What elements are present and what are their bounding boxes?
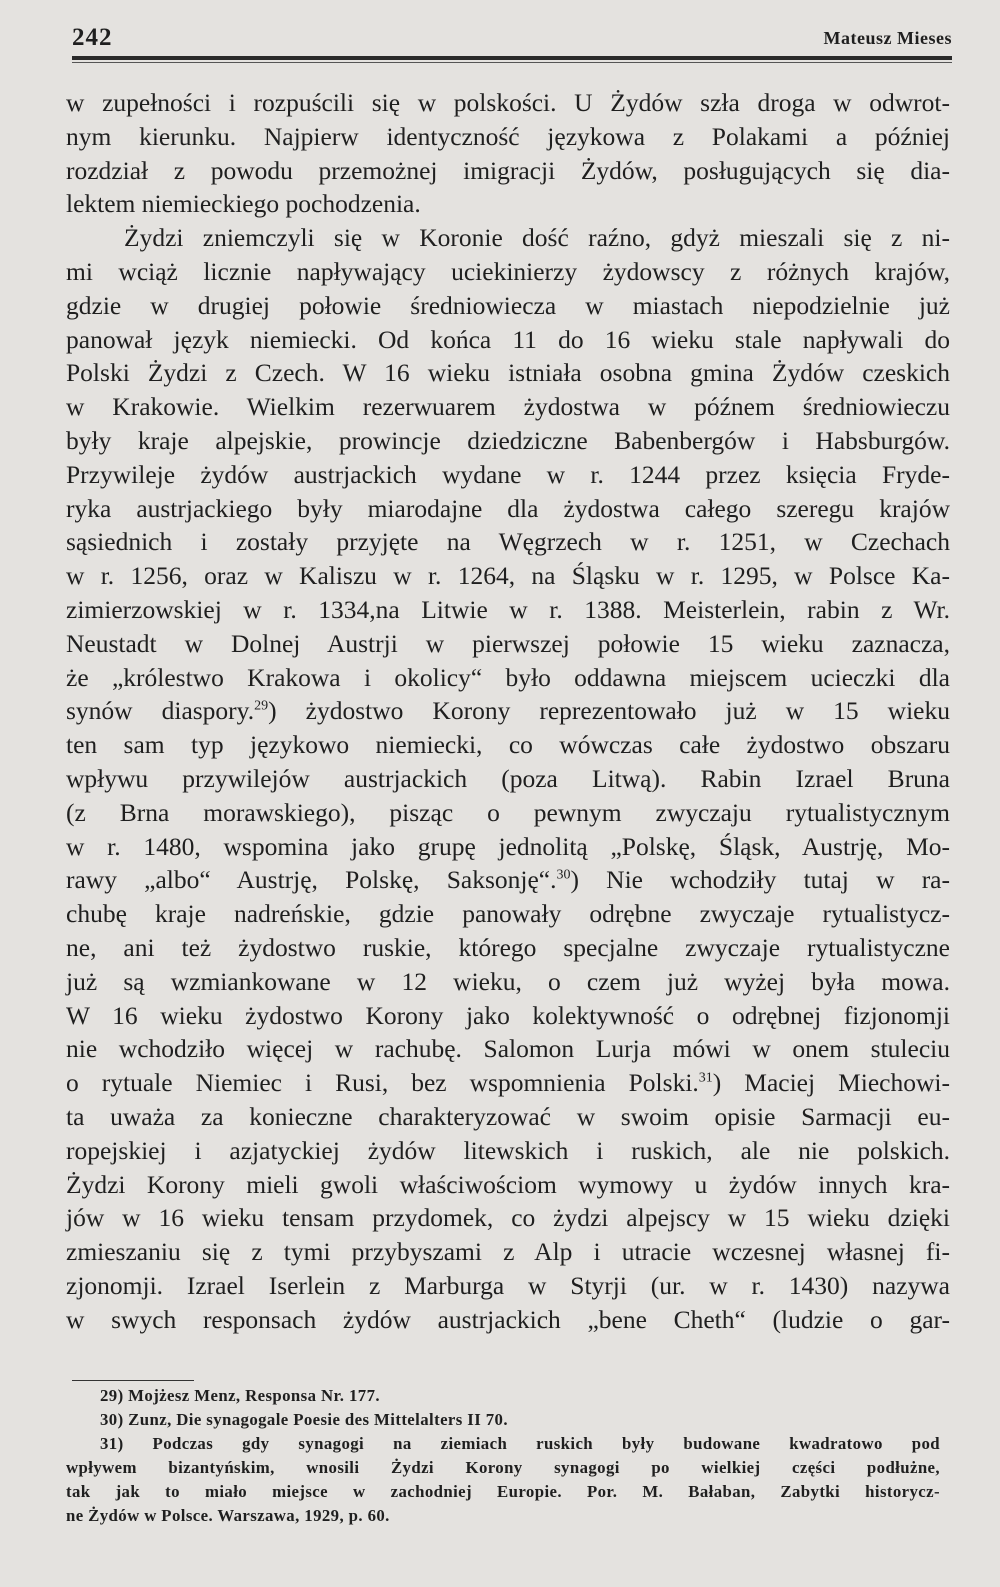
- text-line: [66, 796, 950, 830]
- text-line-main: już są wzmiankowane w 12 wieku, o czem już wyżej była mowa.: [66, 966, 950, 996]
- text-line-main: ten sam typ językowo niemiecki, co wówczas całe żydostwo obszaru: [66, 730, 950, 760]
- header-rule-thin: [72, 62, 952, 63]
- footnote-marker: 29: [254, 698, 269, 714]
- footnote-marker: 30: [556, 867, 571, 883]
- text-line: [66, 1168, 950, 1202]
- text-line-main: zimierzowskiej w r. 1334,na Litwie w r. 1388. Meisterlein, rabin z Wr.: [66, 594, 950, 624]
- text-line: [66, 897, 950, 931]
- header-rule: [72, 56, 952, 60]
- text-line: [66, 931, 950, 965]
- text-line: [66, 120, 950, 154]
- text-line: [66, 863, 950, 897]
- text-line-main: (z Brna morawskiego), pisząc o pewnym zwyczaju rytualistycznym: [66, 797, 950, 827]
- text-line: [66, 1235, 950, 1269]
- text-line-main: Żydzi zniemczyli się w Koronie dość raźno, gdyż mieszali się z ni-: [124, 223, 950, 253]
- text-line: [66, 1100, 950, 1134]
- text-line-main: Przywileje żydów austrjackich wydane w r. 1244 przez księcia Fryde-: [66, 459, 950, 489]
- text-line-main: ryka austrjackiego były miarodajne dla żydostwa całego szeregu krajów: [66, 493, 950, 523]
- text-line: [66, 187, 950, 221]
- footnote-marker: 31: [698, 1070, 713, 1086]
- text-line-main: mi wciąż licznie napływający uciekinierzy żydowscy z różnych krajów,: [66, 256, 950, 286]
- text-line: [66, 627, 950, 661]
- text-line: [66, 323, 950, 357]
- text-line: [66, 999, 950, 1033]
- text-line: [66, 965, 950, 999]
- text-line-main: synów diaspory.: [66, 696, 255, 726]
- text-line-main: nie wchodziło więcej w rachubę. Salomon Lurja mówi w onem stuleciu: [66, 1034, 950, 1064]
- text-line: [66, 1032, 950, 1066]
- text-line: [66, 1303, 950, 1337]
- text-line: [66, 1066, 950, 1100]
- text-line: [66, 661, 950, 695]
- text-line: [66, 1269, 950, 1303]
- text-line: [66, 289, 950, 323]
- text-line-main: że „królestwo Krakowa i okolicy“ było oddawna miejscem ucieczki dla: [66, 662, 950, 692]
- text-line: [66, 830, 950, 864]
- text-line: [66, 255, 950, 289]
- text-line-main: jów w 16 wieku tensam przydomek, co żydzi alpejscy w 15 wieku dzięki: [66, 1203, 950, 1233]
- text-line-main: zmieszaniu się z tymi przybyszami z Alp i utracie wczesnej własnej fi-: [66, 1237, 950, 1267]
- page-number: 242: [72, 24, 113, 51]
- text-line: [66, 154, 950, 188]
- footnote-rule: [72, 1380, 194, 1381]
- text-line-main: panował język niemiecki. Od końca 11 do 16 wieku stale napływali do: [66, 324, 950, 354]
- text-line-main: zjonomji. Izrael Iserlein z Marburga w Styrji (ur. w r. 1430) nazywa: [66, 1270, 950, 1300]
- footnote-line: wpływem bizantyńskim, wnosili Żydzi Korony synagogi po wielkiej części podłużne,: [66, 1458, 940, 1477]
- text-line-main: ta uważa za konieczne charakteryzować w swoim opisie Sarmacji eu-: [66, 1101, 950, 1131]
- text-line-main: wpływu przywilejów austrjackich (poza Litwą). Rabin Izrael Bruna: [66, 763, 950, 793]
- text-line: [66, 762, 950, 796]
- text-line-main: o rytuale Niemiec i Rusi, bez wspomnienia Polski.: [66, 1068, 699, 1098]
- text-line-main: w r. 1256, oraz w Kaliszu w r. 1264, na Śląsku w r. 1295, w Polsce Ka-: [66, 561, 950, 591]
- text-line-main: ropejskiej i azjatyckiej żydów litewskich i ruskich, ale nie polskich.: [66, 1135, 950, 1165]
- text-line-main: ne, ani też żydostwo ruskie, którego specjalne zwyczaje rytualistyczne: [66, 932, 950, 962]
- text-line-main: były kraje alpejskie, prowincje dziedziczne Babenbergów i Habsburgów.: [66, 425, 950, 455]
- text-line: [66, 356, 950, 390]
- footnote-line: 30) Zunz, Die synagogale Poesie des Mittelalters II 70.: [100, 1410, 508, 1429]
- text-line-rest: ) Nie wchodziły tutaj w ra-: [570, 865, 950, 895]
- text-line-main: w swych responsach żydów austrjackich „bene Cheth“ (ludzie o gar-: [66, 1304, 950, 1334]
- footnote-line: tak jak to miało miejsce w zachodniej Europie. Por. M. Bałaban, Zabytki historycz-: [66, 1482, 940, 1501]
- page-header: [72, 18, 952, 58]
- text-line-main: rawy „albo“ Austrję, Polskę, Saksonję“.: [66, 865, 557, 895]
- text-line: [66, 525, 950, 559]
- text-line-main: Żydzi Korony mieli gwoli właściwościom wymowy u żydów innych kra-: [66, 1169, 950, 1199]
- text-line-main: W 16 wieku żydostwo Korony jako kolektywność o odrębnej fizjonomji: [66, 1000, 950, 1030]
- text-line-main: lektem niemieckiego pochodzenia.: [66, 189, 421, 219]
- text-line: [66, 458, 950, 492]
- text-line: [66, 593, 950, 627]
- text-line-main: chubę kraje nadreńskie, gdzie panowały odrębne zwyczaje rytualistycz-: [66, 899, 950, 929]
- text-line-rest: ) Maciej Miechowi-: [712, 1068, 950, 1098]
- text-line-main: rozdział z powodu przemożnej imigracji Żydów, posługujących się dia-: [66, 155, 950, 185]
- footnote-line: ne Żydów w Polsce. Warszawa, 1929, p. 60.: [66, 1506, 390, 1525]
- main-text: [66, 86, 950, 1336]
- footnotes: [66, 1384, 940, 1528]
- text-line: [66, 559, 950, 593]
- text-line-main: w Krakowie. Wielkim rezerwuarem żydostwa w późnem średniowieczu: [66, 392, 950, 422]
- text-line: [66, 728, 950, 762]
- text-line-main: Polski Żydzi z Czech. W 16 wieku istniała osobna gmina Żydów czeskich: [66, 358, 950, 388]
- text-line-main: gdzie w drugiej połowie średniowiecza w miastach niepodzielnie już: [66, 290, 950, 320]
- text-line-main: nym kierunku. Najpierw identyczność językowa z Polakami a później: [66, 121, 950, 151]
- text-line: [66, 86, 950, 120]
- text-line: [66, 424, 950, 458]
- text-line: [66, 492, 950, 526]
- text-line-rest: ) żydostwo Korony reprezentowało już w 15 wieku: [268, 696, 950, 726]
- text-line: [66, 390, 950, 424]
- text-line: [66, 1134, 950, 1168]
- text-line-main: sąsiednich i zostały przyjęte na Węgrzech w r. 1251, w Czechach: [66, 527, 950, 557]
- footnote-line: 31) Podczas gdy synagogi na ziemiach ruskich były budowane kwadratowo pod: [100, 1434, 940, 1453]
- text-line: [66, 1201, 950, 1235]
- text-line-main: Neustadt w Dolnej Austrji w pierwszej połowie 15 wieku zaznacza,: [66, 628, 950, 658]
- footnote-line: 29) Mojżesz Menz, Responsa Nr. 177.: [100, 1386, 380, 1405]
- running-head: Mateusz Mieses: [823, 28, 952, 48]
- text-line-main: w zupełności i rozpuścili się w polskości. U Żydów szła droga w odwrot-: [66, 88, 950, 117]
- text-line-main: w r. 1480, wspomina jako grupę jednolitą „Polskę, Śląsk, Austrję, Mo-: [66, 831, 950, 861]
- text-line: [66, 221, 950, 255]
- text-line: [66, 694, 950, 728]
